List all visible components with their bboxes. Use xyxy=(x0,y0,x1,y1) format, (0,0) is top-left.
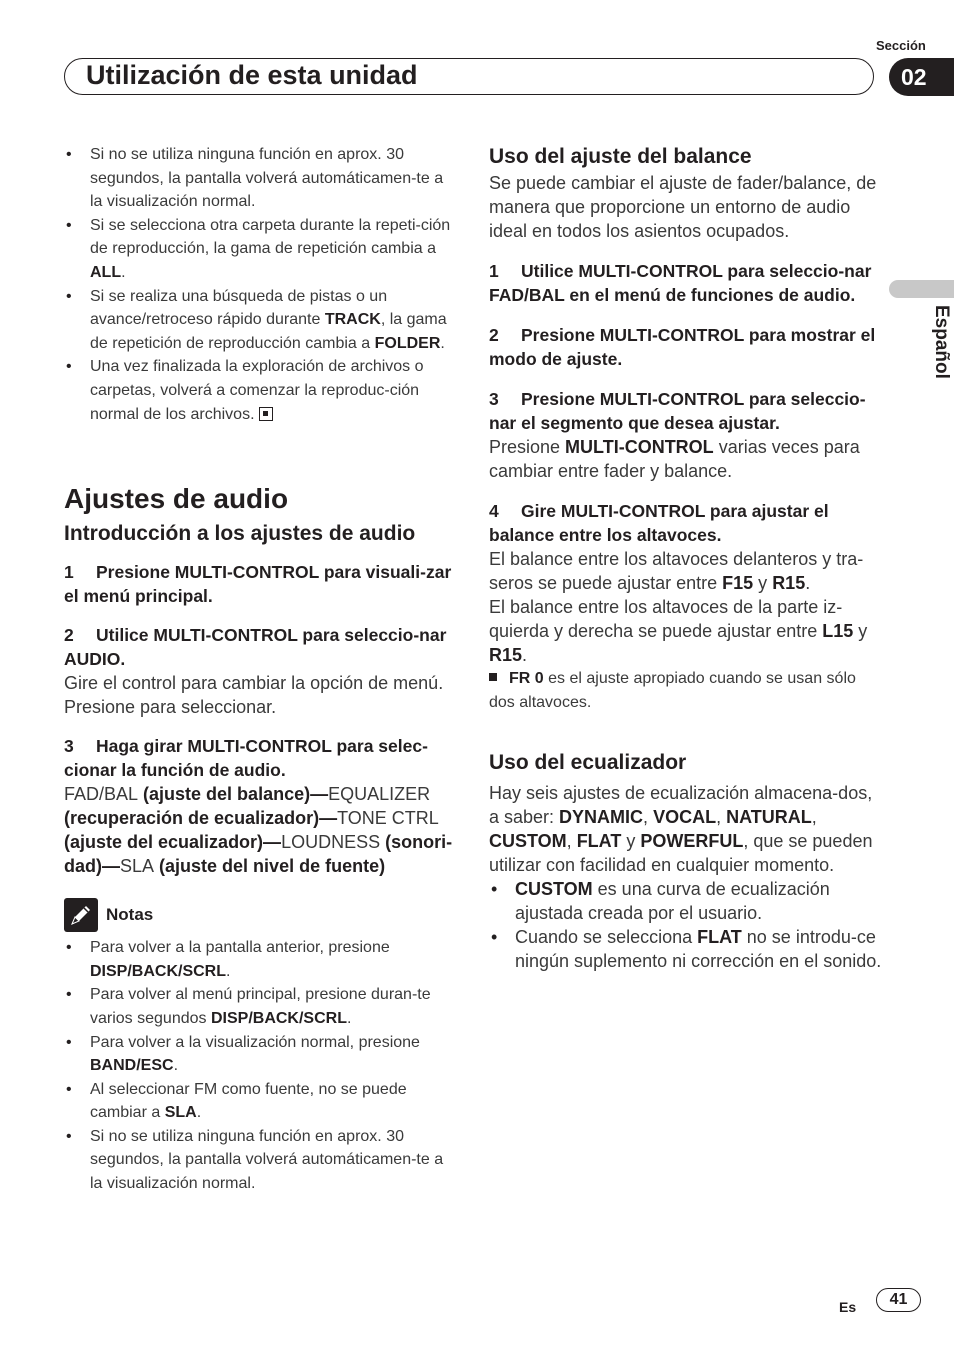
section-number-badge: 02 xyxy=(889,58,954,96)
text-run: SLA xyxy=(120,856,155,877)
step-3: 3 Haga girar MULTI-CONTROL para selec-cionar la función de audio. xyxy=(64,736,428,781)
emphasis-term: L15 xyxy=(822,621,854,641)
text-run: El balance entre los altavoces delanteros y tra-seros se puede ajustar entre xyxy=(489,549,864,593)
section-label: Sección xyxy=(876,38,926,53)
notes-title: Notas xyxy=(106,905,154,925)
text-run: Para volver a la pantalla anterior, presione xyxy=(90,939,390,957)
step-3-body xyxy=(64,782,459,878)
text-run: . xyxy=(440,334,445,352)
text-run: y xyxy=(621,831,641,851)
text-run: Para volver al menú principal, presione duran-te varios segundos xyxy=(90,986,431,1027)
emphasis-term: ALL xyxy=(90,263,122,281)
note-square-icon xyxy=(489,673,497,681)
step-1: 1 Presione MULTI-CONTROL para visuali-zar el menú principal. xyxy=(64,562,452,607)
emphasis-term: MULTI-CONTROL xyxy=(565,437,714,457)
step-2-body: Gire el control para cambiar la opción de menú. Presione para seleccionar. xyxy=(64,673,444,718)
text-run: y xyxy=(753,573,773,593)
emphasis-term: FR 0 xyxy=(509,670,544,687)
text-run: . xyxy=(522,645,528,665)
text-run: , xyxy=(716,807,727,827)
emphasis-term: (ajuste del balance)— xyxy=(138,784,329,805)
emphasis-term: CUSTOM xyxy=(489,831,567,851)
text-run: Al seleccionar FM como fuente, no se puede cambiar a xyxy=(90,1080,407,1122)
text-run: Si se realiza una búsqueda de pistas o un avance/retroceso rápido durante xyxy=(90,287,388,329)
emphasis-term: SLA xyxy=(164,1104,197,1122)
text-run: Si no se utiliza ninguna función en aprox. 30 segundos, la pantalla volverá automáticamen-te a la visualización normal. xyxy=(90,1127,444,1193)
emphasis-term: VOCAL xyxy=(653,807,717,827)
intro-bullet-list xyxy=(64,143,459,426)
list-item xyxy=(64,936,459,983)
balance-step-2: 2 Presione MULTI-CONTROL para mostrar el modo de ajuste. xyxy=(489,325,876,369)
notes-heading xyxy=(64,898,459,932)
balance-intro: Se puede cambiar el ajuste de fader/balance, de manera que proporcione un entorno de audio ideal en todos los asientos ocupados. xyxy=(489,173,877,241)
notes-pencil-icon xyxy=(64,898,98,932)
text-run: Una vez finalizada la exploración de archivos o carpetas, volverá a comenzar la reproduc-ción normal de los archivos. xyxy=(90,358,424,423)
text-run: , xyxy=(566,831,577,851)
list-item xyxy=(489,877,884,925)
emphasis-term: DISP/BACK/SCRL xyxy=(210,1009,347,1027)
end-of-section-icon xyxy=(259,407,273,421)
emphasis-term: NATURAL xyxy=(726,807,812,827)
left-column xyxy=(64,143,459,1196)
text-run: es una curva de ecualización ajustada creada por el usuario. xyxy=(515,879,830,923)
equalizer-title: Uso del ecualizador xyxy=(489,751,687,774)
text-run: y xyxy=(853,621,868,641)
emphasis-term: POWERFUL xyxy=(640,831,744,851)
list-item xyxy=(64,1078,459,1125)
text-run: Si se selecciona otra carpeta durante la repeti-ción de reproducción, la gama de repetición cambia a xyxy=(90,216,451,258)
text-run: Hay seis ajustes de ecualización almacena-dos, a saber: xyxy=(489,783,873,827)
text-run: LOUDNESS xyxy=(281,832,381,853)
emphasis-term: (ajuste del ecualizador)— xyxy=(64,832,282,853)
text-run: El balance entre los altavoces de la parte iz-quierda y derecha se puede ajustar entre xyxy=(489,597,843,641)
text-run: EQUALIZER xyxy=(328,784,431,805)
list-item xyxy=(64,355,459,426)
text-run: no se introdu-ce ningún suplemento ni corrección en el sonido. xyxy=(515,927,882,971)
emphasis-term: BAND/ESC xyxy=(90,1057,174,1075)
list-item xyxy=(64,214,459,285)
text-run: , que se pueden utilizar con facilidad en cualquier momento. xyxy=(489,831,873,875)
text-run: FAD/BAL xyxy=(64,784,139,805)
audio-intro-subtitle: Introducción a los ajustes de audio xyxy=(64,522,416,546)
balance-step-4-note xyxy=(489,667,884,715)
text-run: Si no se utiliza ninguna función en aprox. 30 segundos, la pantalla volverá automáticamen-te a la visualización normal. xyxy=(90,146,444,211)
list-item xyxy=(64,143,459,214)
balance-title: Uso del ajuste del balance xyxy=(489,145,752,168)
emphasis-term: (ajuste del nivel de fuente) xyxy=(154,856,386,877)
emphasis-term: CUSTOM xyxy=(515,879,593,899)
emphasis-term: DISP/BACK/SCRL xyxy=(90,962,227,980)
text-run: . xyxy=(196,1104,202,1122)
text-run: , la gama de repetición de reproducción cambia a xyxy=(90,311,447,352)
emphasis-term: FOLDER xyxy=(374,334,441,352)
balance-step-4: 4 Gire MULTI-CONTROL para ajustar el balance entre los altavoces. xyxy=(489,501,829,545)
emphasis-term: (recuperación de ecualizador)— xyxy=(64,808,338,829)
list-item xyxy=(64,1125,459,1196)
balance-step-4-body-left-right xyxy=(489,595,884,667)
text-run: . xyxy=(121,263,126,281)
text-run: Presione xyxy=(489,437,566,457)
list-item xyxy=(64,285,459,356)
emphasis-term: (sonori-dad)— xyxy=(64,832,453,877)
emphasis-term: TRACK xyxy=(324,311,381,329)
balance-step-3: 3 Presione MULTI-CONTROL para seleccio-nar el segmento que desea ajustar. xyxy=(489,389,866,433)
notes-bullet-list xyxy=(64,936,459,1196)
equalizer-bullet-list xyxy=(489,877,884,973)
text-run: , xyxy=(643,807,654,827)
text-run: , xyxy=(811,807,817,827)
footer-language-code: Es xyxy=(839,1299,857,1315)
text-run: . xyxy=(346,1009,352,1027)
emphasis-term: R15 xyxy=(772,573,806,593)
page-number: 41 xyxy=(876,1288,921,1312)
audio-settings-title: Ajustes de audio xyxy=(64,483,289,515)
text-run: Para volver a la visualización normal, presione xyxy=(90,1033,420,1051)
equalizer-intro xyxy=(489,781,884,877)
emphasis-term: F15 xyxy=(722,573,754,593)
text-run: . xyxy=(173,1057,179,1075)
balance-step-4-body-front-rear xyxy=(489,547,884,595)
page-title: Utilización de esta unidad xyxy=(86,60,418,90)
language-tab-bar xyxy=(889,280,954,298)
emphasis-term: R15 xyxy=(489,645,523,665)
right-column xyxy=(489,143,884,973)
list-item xyxy=(489,925,884,973)
text-run: es el ajuste apropiado cuando se usan sólo dos altavoces. xyxy=(489,670,856,711)
step-2: 2 Utilice MULTI-CONTROL para seleccio-nar AUDIO. xyxy=(64,625,447,670)
list-item xyxy=(64,1031,459,1078)
text-run: . xyxy=(805,573,811,593)
balance-step-3-body xyxy=(489,435,884,483)
balance-step-1: 1 Utilice MULTI-CONTROL para seleccio-nar FAD/BAL en el menú de funciones de audio. xyxy=(489,261,872,305)
emphasis-term: DYNAMIC xyxy=(559,807,644,827)
text-run: Cuando se selecciona xyxy=(515,927,698,947)
list-item xyxy=(64,983,459,1030)
language-tab-label: Español xyxy=(931,305,952,379)
emphasis-term: FLAT xyxy=(697,927,742,947)
emphasis-term: FLAT xyxy=(576,831,622,851)
text-run: . xyxy=(226,962,231,980)
text-run: TONE CTRL xyxy=(337,808,439,829)
text-run: varias veces para cambiar entre fader y balance. xyxy=(489,437,860,481)
